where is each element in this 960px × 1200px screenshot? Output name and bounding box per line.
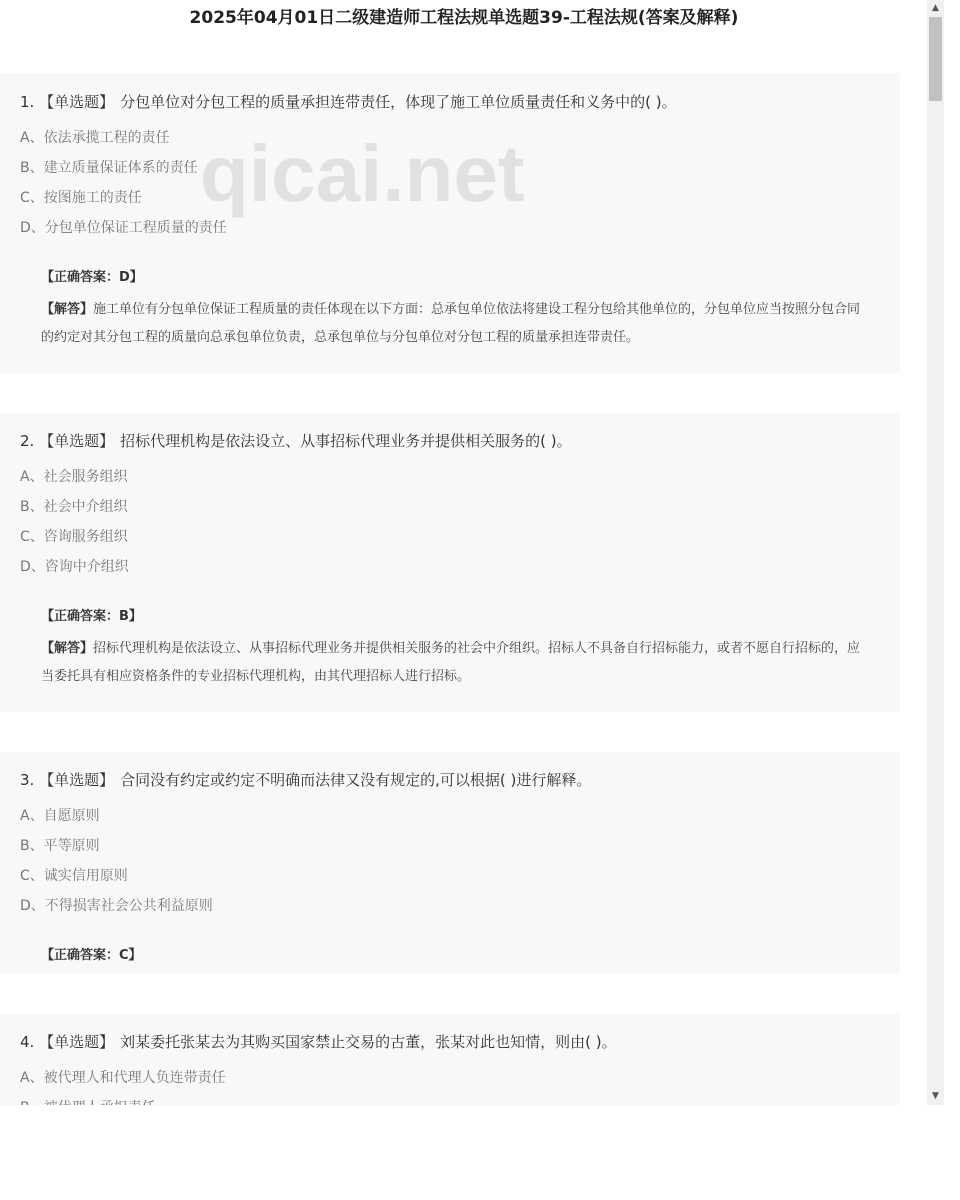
question-stem — [20, 91, 677, 112]
option-a[interactable]: A、自愿原则 — [20, 808, 100, 824]
question-number: 1. — [20, 93, 35, 111]
question-type-tag: 【单选题】 — [39, 93, 115, 111]
correct-answer: 【正确答案：C】 — [41, 948, 142, 963]
option-d[interactable]: D、咨询中介组织 — [20, 559, 129, 575]
question-text: 分包单位对分包工程的质量承担连带责任，体现了施工单位质量责任和义务中的( )。 — [120, 93, 677, 111]
question-number: 3. — [20, 771, 35, 789]
question-card-1 — [0, 73, 900, 373]
scroll-up-arrow-icon[interactable]: ▲ — [932, 3, 939, 13]
option-c[interactable]: C、按图施工的责任 — [20, 190, 142, 206]
question-card-2 — [0, 413, 900, 712]
blank-area — [0, 1105, 960, 1200]
explanation — [41, 296, 871, 352]
vertical-scrollbar[interactable] — [927, 0, 944, 1105]
question-number: 2. — [20, 432, 35, 450]
page-title: 2025年04月01日二级建造师工程法规单选题39-工程法规(答案及解释) — [189, 8, 739, 28]
explanation-tag: 【解答】 — [41, 302, 94, 317]
question-stem — [20, 430, 572, 451]
question-type-tag: 【单选题】 — [39, 771, 115, 789]
option-b[interactable]: B、平等原则 — [20, 838, 100, 854]
question-text: 刘某委托张某去为其购买国家禁止交易的古董，张某对此也知情，则由( )。 — [120, 1033, 617, 1051]
explanation-text: 招标代理机构是依法设立、从事招标代理业务并提供相关服务的社会中介组织。招标人不具备自行招标能力，或者不愿自行招标的，应当委托具有相应资格条件的专业招标代理机构，由其代理招标人进行招标。 — [41, 641, 861, 684]
scrollbar-thumb[interactable] — [929, 17, 942, 101]
explanation-text: 施工单位有分包单位保证工程质量的责任体现在以下方面：总承包单位依法将建设工程分包给其他单位的，分包单位应当按照分包合同的约定对其分包工程的质量向总承包单位负责，总承包单位与分包单位对分包工程的质量承担连带责任。 — [41, 302, 861, 345]
question-text: 合同没有约定或约定不明确而法律又没有规定的,可以根据( )进行解释。 — [120, 771, 592, 789]
question-number: 4. — [20, 1033, 35, 1051]
option-d[interactable]: D、分包单位保证工程质量的责任 — [20, 220, 227, 236]
option-c[interactable]: C、咨询服务组织 — [20, 529, 128, 545]
option-b[interactable]: B、建立质量保证体系的责任 — [20, 160, 198, 176]
question-stem — [20, 769, 591, 790]
scroll-down-arrow-icon[interactable]: ▼ — [932, 1091, 939, 1101]
option-c[interactable]: C、诚实信用原则 — [20, 868, 128, 884]
option-a[interactable]: A、社会服务组织 — [20, 469, 128, 485]
explanation — [41, 635, 871, 691]
question-type-tag: 【单选题】 — [39, 1033, 115, 1051]
question-type-tag: 【单选题】 — [39, 432, 115, 450]
option-a[interactable]: A、被代理人和代理人负连带责任 — [20, 1070, 226, 1086]
question-text: 招标代理机构是依法设立、从事招标代理业务并提供相关服务的( )。 — [120, 432, 572, 450]
explanation-tag: 【解答】 — [41, 641, 94, 656]
question-card-3 — [0, 752, 900, 974]
question-stem — [20, 1031, 617, 1052]
option-a[interactable]: A、依法承揽工程的责任 — [20, 130, 170, 146]
correct-answer: 【正确答案：B】 — [41, 609, 142, 624]
option-b[interactable]: B、社会中介组织 — [20, 499, 128, 515]
correct-answer: 【正确答案：D】 — [41, 270, 143, 285]
option-d[interactable]: D、不得损害社会公共利益原则 — [20, 898, 213, 914]
